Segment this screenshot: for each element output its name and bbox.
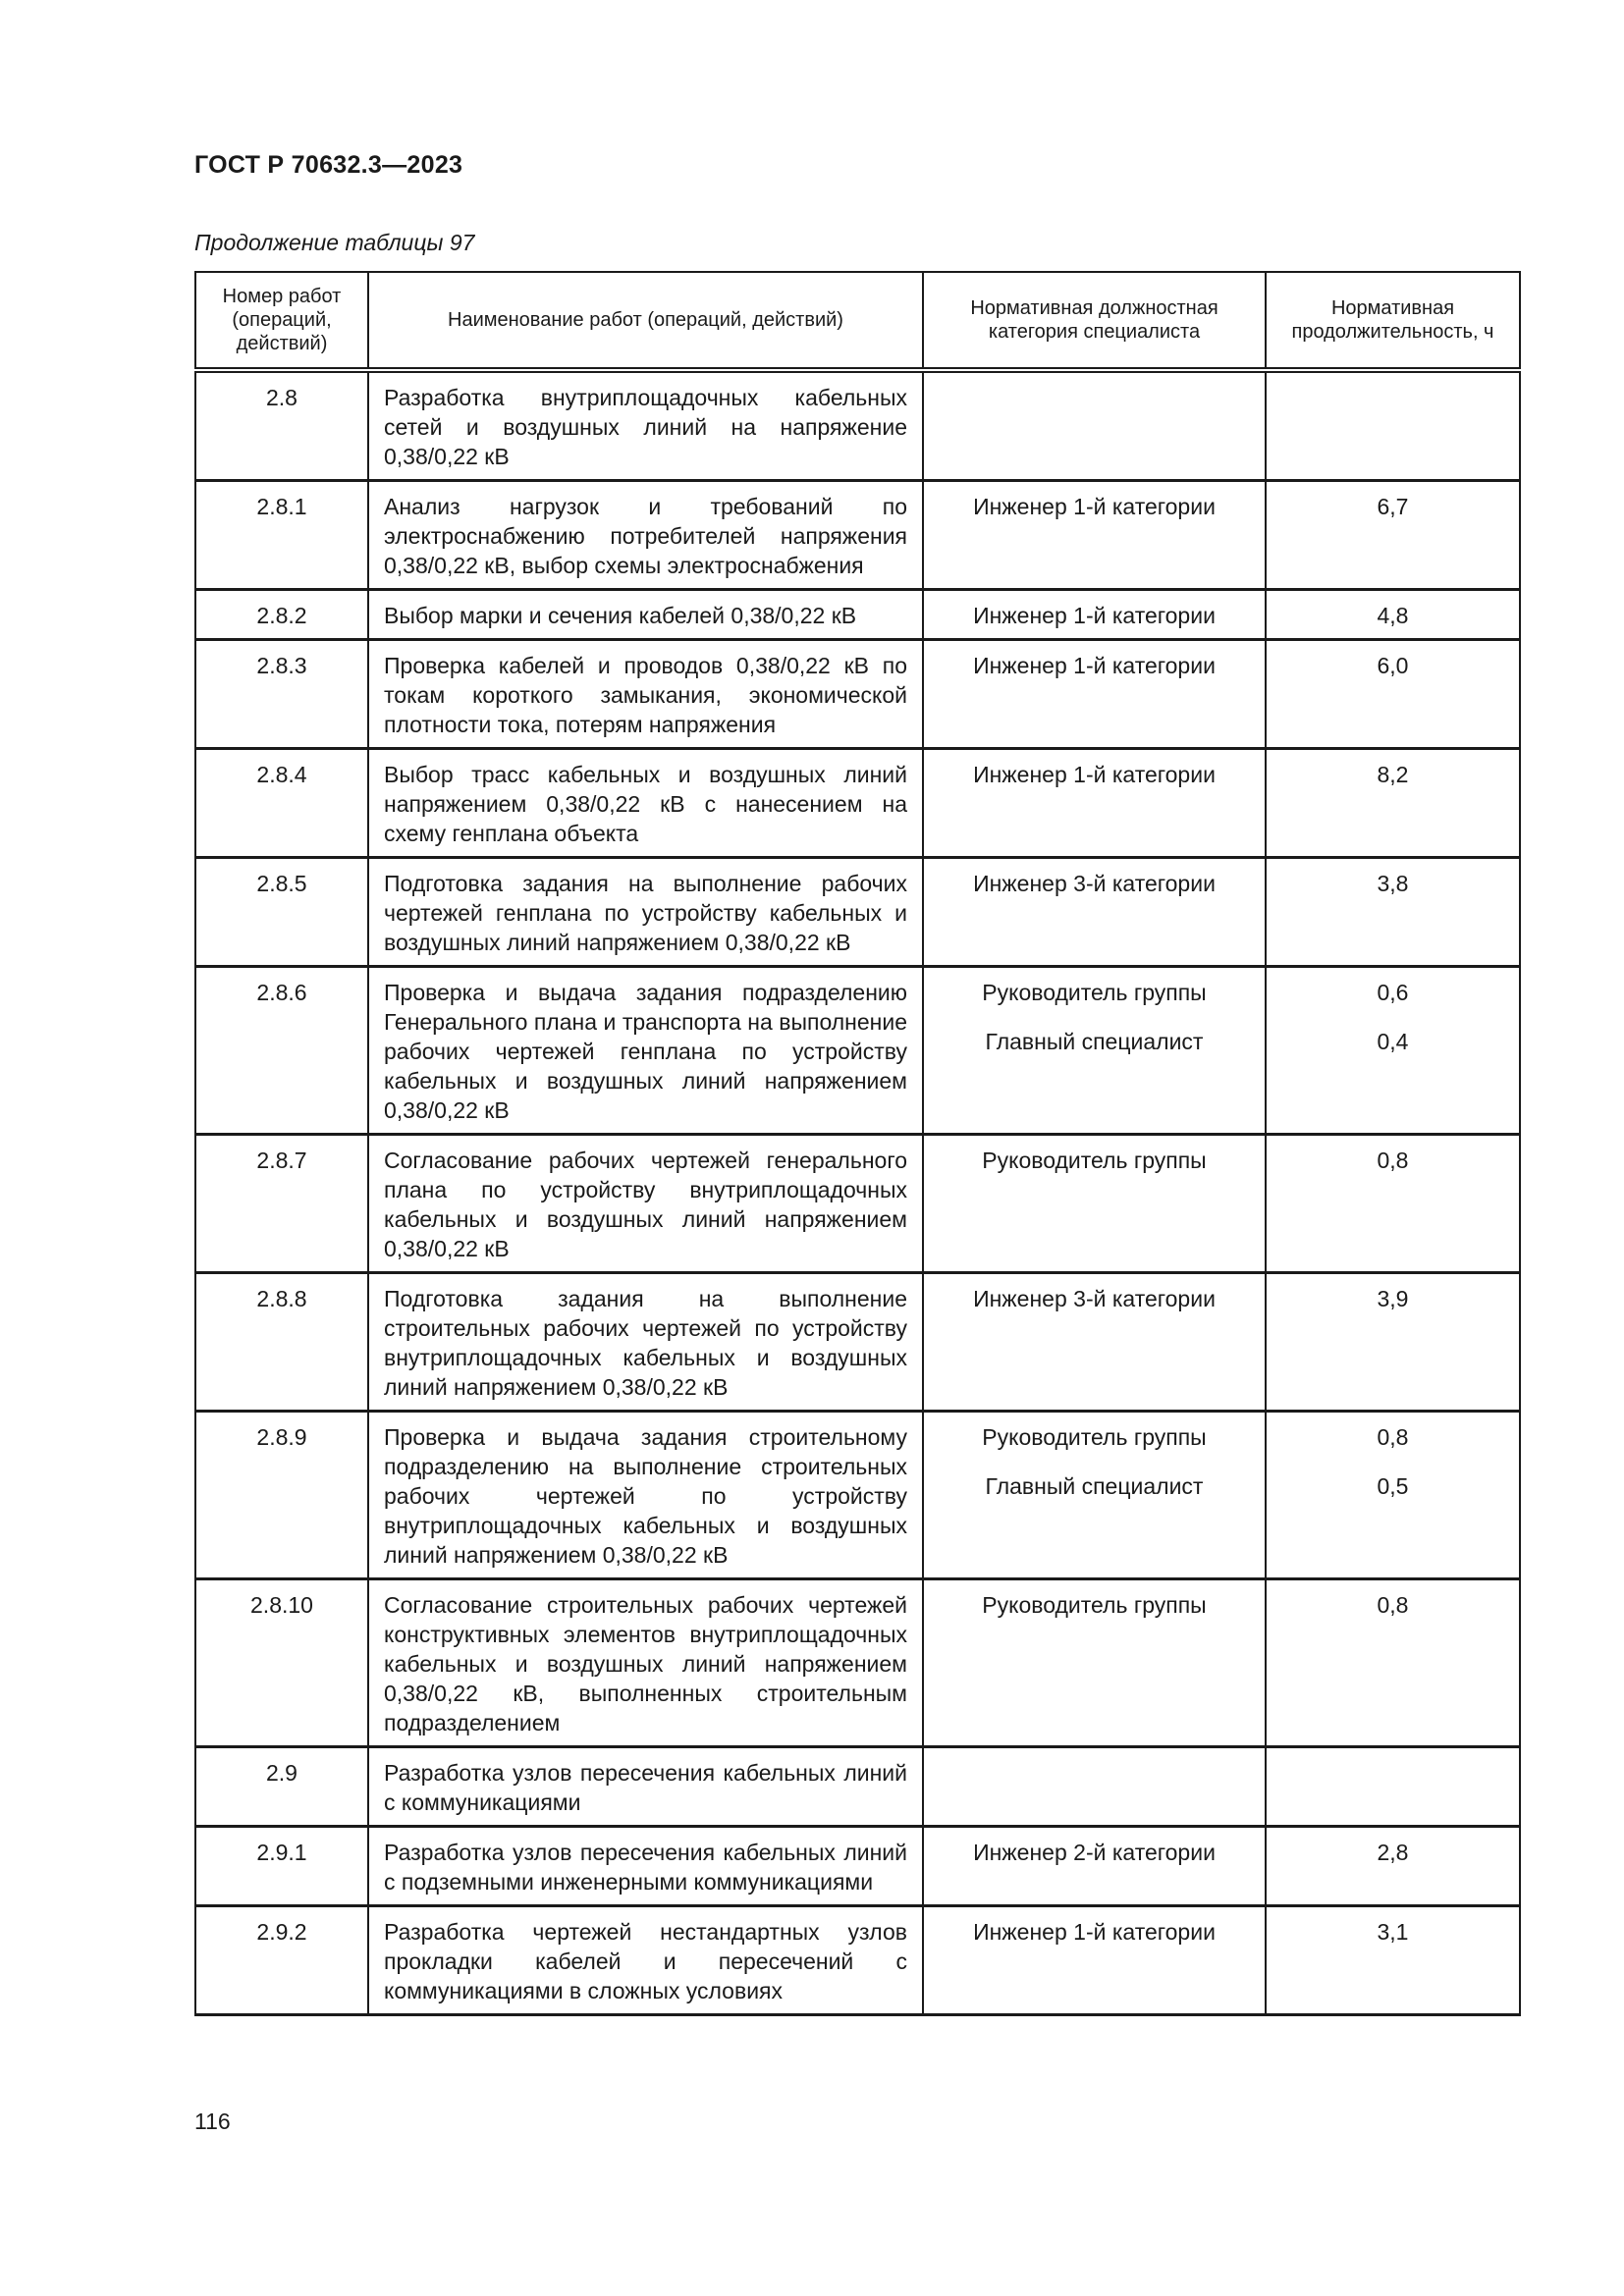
cell-dur-0: 6,0 [1377, 653, 1409, 678]
row-number [195, 858, 368, 967]
row-number [195, 1412, 368, 1579]
row-duration [1266, 967, 1520, 1135]
row-number [195, 370, 368, 481]
cell-cat-0: Инженер 1-й категории [973, 1919, 1216, 1945]
row-number [195, 1747, 368, 1827]
cell-cat-0: Инженер 1-й категории [973, 603, 1216, 628]
cell-num: 2.8.6 [256, 980, 307, 1005]
row-name [368, 1273, 923, 1412]
row-name [368, 1412, 923, 1579]
cell-dur-0: 3,8 [1377, 871, 1409, 896]
row-category [923, 1135, 1266, 1273]
cell-name: Выбор марки и сечения кабелей 0,38/0,22 кВ [384, 603, 857, 628]
cell-num: 2.9.2 [256, 1919, 307, 1945]
row-duration [1266, 1747, 1520, 1827]
cell-dur-0: 8,2 [1377, 762, 1409, 787]
page-number: 116 [194, 2109, 231, 2134]
cell-name: Подготовка задания на выполнение рабочих чертежей генплана по устройству кабельных и воздушных линий напряжением 0,38/0,22 кВ [384, 871, 907, 955]
row-name [368, 481, 923, 590]
cell-num: 2.8 [266, 385, 298, 410]
header-duration: Нормативная продолжительность, ч [1266, 272, 1520, 370]
cell-dur-1: 0,5 [1377, 1473, 1409, 1499]
cell-name: Проверка и выдача задания подразделению Генерального плана и транспорта на выполнение рабочих чертежей генплана по устройству кабельных и воздушных линий напряжением 0,38/0,22 кВ [384, 980, 907, 1123]
row-duration [1266, 749, 1520, 858]
cell-num: 2.8.9 [256, 1424, 307, 1450]
row-number [195, 1579, 368, 1747]
table-row [195, 590, 1520, 640]
cell-dur-0: 3,1 [1377, 1919, 1409, 1945]
row-name [368, 858, 923, 967]
row-name [368, 1135, 923, 1273]
cell-name: Разработка узлов пересечения кабельных линий с коммуникациями [384, 1760, 907, 1815]
cell-dur-0: 2,8 [1377, 1840, 1409, 1865]
cell-name: Согласование рабочих чертежей генерального плана по устройству внутриплощадочных кабельных и воздушных линий напряжением 0,38/0,22 кВ [384, 1148, 907, 1261]
row-number [195, 1906, 368, 2015]
table-row [195, 481, 1520, 590]
cell-dur-1: 0,4 [1377, 1029, 1409, 1054]
row-name [368, 1827, 923, 1906]
row-category [923, 1579, 1266, 1747]
header-category: Нормативная должностная категория специалиста [923, 272, 1266, 370]
row-duration [1266, 590, 1520, 640]
row-duration [1266, 1135, 1520, 1273]
cell-name: Разработка узлов пересечения кабельных линий с подземными инженерными коммуникациями [384, 1840, 907, 1895]
table-row [195, 749, 1520, 858]
row-number [195, 1827, 368, 1906]
cell-num: 2.9.1 [256, 1840, 307, 1865]
row-duration [1266, 481, 1520, 590]
row-name [368, 1747, 923, 1827]
row-category [923, 1827, 1266, 1906]
cell-num: 2.8.2 [256, 603, 307, 628]
row-name [368, 370, 923, 481]
cell-dur-0: 0,8 [1377, 1424, 1409, 1450]
table-row [195, 858, 1520, 967]
row-duration [1266, 1827, 1520, 1906]
row-category [923, 858, 1266, 967]
cell-num: 2.9 [266, 1760, 298, 1786]
row-name [368, 967, 923, 1135]
table-caption: Продолжение таблицы 97 [194, 230, 475, 255]
row-name [368, 1906, 923, 2015]
cell-num: 2.8.4 [256, 762, 307, 787]
cell-cat-0: Инженер 3-й категории [973, 871, 1216, 896]
cell-dur-0: 6,7 [1377, 494, 1409, 519]
cell-cat-0: Руководитель группы [982, 980, 1207, 1005]
cell-name: Подготовка задания на выполнение строительных рабочих чертежей по устройству внутриплощадочных кабельных и воздушных линий напряжением 0,38/0,22 кВ [384, 1286, 907, 1400]
row-number [195, 967, 368, 1135]
row-category [923, 749, 1266, 858]
row-category [923, 1747, 1266, 1827]
cell-num: 2.8.3 [256, 653, 307, 678]
cell-cat-1: Главный специалист [985, 1029, 1204, 1054]
cell-cat-0: Руководитель группы [982, 1592, 1207, 1618]
cell-num: 2.8.8 [256, 1286, 307, 1311]
table-row [195, 640, 1520, 749]
row-duration [1266, 1273, 1520, 1412]
table-row [195, 1273, 1520, 1412]
cell-cat-0: Инженер 1-й категории [973, 653, 1216, 678]
row-category [923, 590, 1266, 640]
cell-cat-1: Главный специалист [985, 1473, 1204, 1499]
cell-dur-0: 0,8 [1377, 1592, 1409, 1618]
row-number [195, 640, 368, 749]
row-duration [1266, 1579, 1520, 1747]
cell-name: Анализ нагрузок и требований по электроснабжению потребителей напряжения 0,38/0,22 кВ, выбор схемы электроснабжения [384, 494, 907, 578]
row-number [195, 481, 368, 590]
row-duration [1266, 370, 1520, 481]
table-body [195, 370, 1520, 2015]
cell-cat-0: Инженер 2-й категории [973, 1840, 1216, 1865]
cell-name: Проверка кабелей и проводов 0,38/0,22 кВ по токам короткого замыкания, экономической плотности тока, потерям напряжения [384, 653, 907, 737]
row-duration [1266, 1906, 1520, 2015]
table-row [195, 1135, 1520, 1273]
table-row [195, 1827, 1520, 1906]
cell-cat-0: Инженер 3-й категории [973, 1286, 1216, 1311]
row-duration [1266, 858, 1520, 967]
row-name [368, 590, 923, 640]
document-title: ГОСТ Р 70632.3—2023 [194, 151, 463, 179]
row-number [195, 1135, 368, 1273]
cell-cat-0: Руководитель группы [982, 1424, 1207, 1450]
cell-name: Выбор трасс кабельных и воздушных линий напряжением 0,38/0,22 кВ с нанесением на схему генплана объекта [384, 762, 907, 846]
row-category [923, 481, 1266, 590]
row-number [195, 1273, 368, 1412]
cell-name: Разработка чертежей нестандартных узлов прокладки кабелей и пересечений с коммуникациями в сложных условиях [384, 1919, 907, 2003]
row-category [923, 640, 1266, 749]
cell-name: Проверка и выдача задания строительному подразделению на выполнение строительных рабочих чертежей по устройству внутриплощадочных кабельных и воздушных линий напряжением 0,38/0,22 кВ [384, 1424, 907, 1568]
row-category [923, 1906, 1266, 2015]
cell-dur-0: 4,8 [1377, 603, 1409, 628]
cell-cat-0: Руководитель группы [982, 1148, 1207, 1173]
header-number: Номер работ (операций, действий) [195, 272, 368, 370]
norms-table [194, 271, 1521, 2016]
cell-num: 2.8.5 [256, 871, 307, 896]
cell-name: Разработка внутриплощадочных кабельных сетей и воздушных линий на напряжение 0,38/0,22 кВ [384, 385, 907, 469]
cell-name: Согласование строительных рабочих чертежей конструктивных элементов внутриплощадочных кабельных и воздушных линий напряжением 0,38/0,22 кВ, выполненных строительным подразделением [384, 1592, 907, 1735]
row-name [368, 749, 923, 858]
header-name: Наименование работ (операций, действий) [368, 272, 923, 370]
cell-cat-0: Инженер 1-й категории [973, 494, 1216, 519]
row-category [923, 1412, 1266, 1579]
table-row [195, 1412, 1520, 1579]
table-row [195, 1747, 1520, 1827]
table-row [195, 1579, 1520, 1747]
row-category [923, 370, 1266, 481]
cell-dur-0: 0,6 [1377, 980, 1409, 1005]
cell-dur-0: 0,8 [1377, 1148, 1409, 1173]
row-category [923, 967, 1266, 1135]
row-name [368, 1579, 923, 1747]
table-row [195, 370, 1520, 481]
row-number [195, 749, 368, 858]
cell-num: 2.8.10 [250, 1592, 313, 1618]
cell-num: 2.8.1 [256, 494, 307, 519]
cell-num: 2.8.7 [256, 1148, 307, 1173]
row-duration [1266, 1412, 1520, 1579]
row-category [923, 1273, 1266, 1412]
row-duration [1266, 640, 1520, 749]
header-row [195, 272, 1520, 370]
cell-cat-0: Инженер 1-й категории [973, 762, 1216, 787]
row-number [195, 590, 368, 640]
table-row [195, 967, 1520, 1135]
table-row [195, 1906, 1520, 2015]
table-header [195, 272, 1520, 370]
row-name [368, 640, 923, 749]
cell-dur-0: 3,9 [1377, 1286, 1409, 1311]
